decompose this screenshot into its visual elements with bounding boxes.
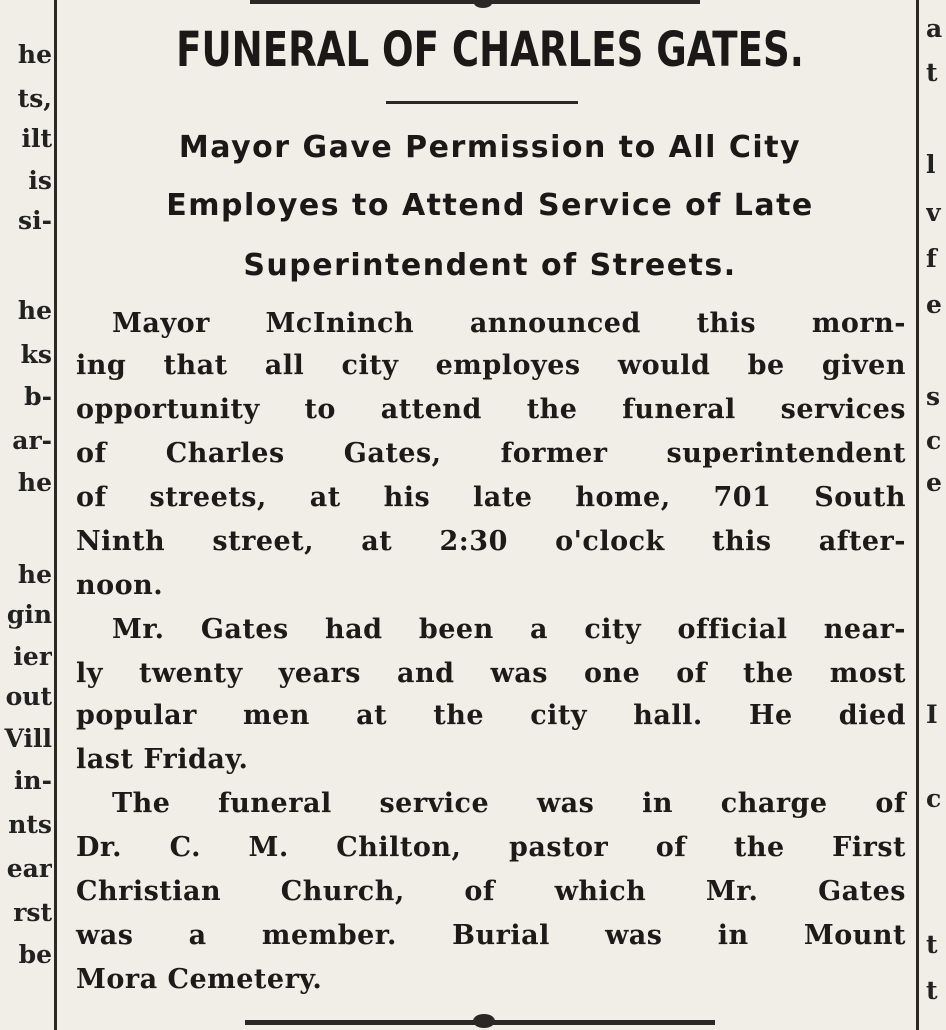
- subhead-line: Superintendent of Streets.: [243, 248, 737, 283]
- right-fragment: I: [926, 700, 938, 729]
- right-fragment: f: [926, 244, 937, 273]
- bottom-rule-ornament: [473, 1014, 495, 1028]
- left-fragment: ear: [6, 854, 52, 883]
- left-fragment: ar-: [12, 426, 52, 455]
- left-fragment: rst: [13, 898, 52, 927]
- left-fragment: he: [17, 296, 52, 325]
- left-fragment: ilt: [21, 124, 52, 153]
- right-fragment: c: [926, 426, 942, 455]
- left-fragment: he: [17, 560, 52, 589]
- subhead-line: Mayor Gave Permission to All City: [178, 130, 802, 165]
- body-line: Christian Church, of which Mr. Gates: [76, 876, 906, 907]
- body-line: last Friday.: [76, 744, 249, 775]
- headline: FUNERAL OF CHARLES GATES.: [176, 22, 804, 78]
- right-fragment: e: [926, 468, 942, 497]
- left-fragment: b-: [24, 382, 52, 411]
- right-fragment: e: [926, 290, 942, 319]
- body-line: Dr. C. M. Chilton, pastor of the First: [76, 832, 906, 863]
- body-line: popular men at the city hall. He died: [76, 700, 906, 731]
- body-line: The funeral service was in charge of: [112, 788, 906, 819]
- body-line: noon.: [76, 570, 164, 601]
- left-fragment: in-: [13, 766, 52, 795]
- body-line: Mora Cemetery.: [76, 964, 323, 995]
- top-rule-ornament: [474, 0, 492, 8]
- body-line: of streets, at his late home, 701 South: [76, 482, 906, 513]
- body-line: ing that all city employes would be given: [76, 350, 906, 381]
- right-fragment: t: [926, 976, 938, 1005]
- right-fragment: t: [926, 930, 938, 959]
- left-fragment: he: [17, 468, 52, 497]
- body-line: was a member. Burial was in Mount: [76, 920, 906, 951]
- right-fragment: s: [926, 382, 941, 411]
- left-fragment: he: [17, 40, 52, 69]
- body-line: of Charles Gates, former superintendent: [76, 438, 906, 469]
- left-fragment: be: [18, 940, 52, 969]
- left-fragment: nts: [8, 810, 52, 839]
- right-fragment: t: [926, 58, 938, 87]
- right-fragment: v: [926, 198, 941, 227]
- headline-underline: [386, 101, 578, 104]
- right-fragment: l: [926, 150, 936, 179]
- left-fragment: ts,: [17, 84, 52, 113]
- right-fragment: a: [926, 14, 943, 43]
- right-column-rule: [916, 0, 919, 1030]
- left-fragment: is: [28, 166, 52, 195]
- right-fragment: c: [926, 784, 942, 813]
- left-fragment: out: [5, 682, 52, 711]
- left-fragment: si-: [18, 206, 52, 235]
- left-fragment: gin: [6, 600, 52, 629]
- body-line: Ninth street, at 2:30 o'clock this after-: [76, 526, 906, 557]
- body-line: Mayor McIninch announced this morn-: [112, 308, 906, 339]
- body-line: opportunity to attend the funeral services: [76, 394, 906, 425]
- body-line: Mr. Gates had been a city official near-: [112, 614, 906, 645]
- left-fragment: ier: [13, 642, 52, 671]
- subhead-line: Employes to Attend Service of Late: [166, 188, 814, 223]
- body-line: ly twenty years and was one of the most: [76, 658, 906, 689]
- left-fragment: ks: [20, 340, 52, 369]
- left-fragment: Vill: [4, 724, 52, 753]
- left-column-rule: [54, 0, 57, 1030]
